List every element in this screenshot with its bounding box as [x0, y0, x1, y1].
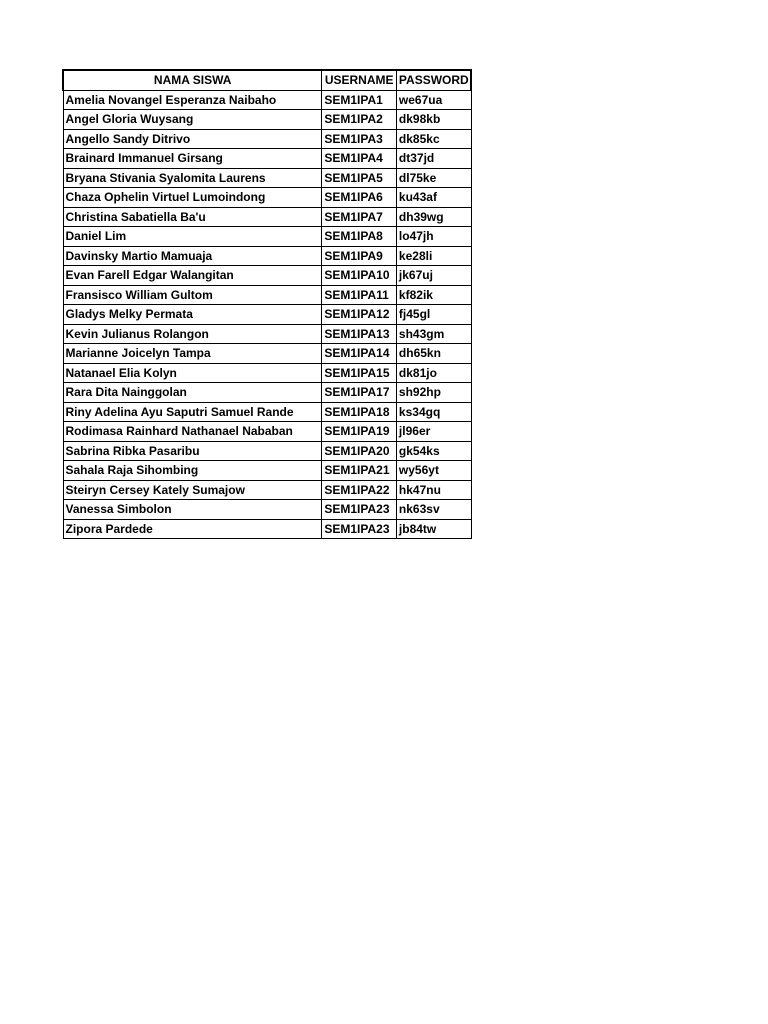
cell-student-name: Natanael Elia Kolyn: [63, 363, 322, 383]
cell-username: SEM1IPA3: [322, 129, 397, 149]
cell-username: SEM1IPA19: [322, 422, 397, 442]
cell-password: we67ua: [396, 90, 471, 110]
table-row: [63, 188, 471, 208]
cell-student-name: Brainard Immanuel Girsang: [63, 149, 322, 169]
table-row: [63, 461, 471, 481]
cell-student-name: Steiryn Cersey Kately Sumajow: [63, 480, 322, 500]
table-row: [63, 519, 471, 539]
cell-password: jl96er: [396, 422, 471, 442]
cell-student-name: Daniel Lim: [63, 227, 322, 247]
table-body: [63, 90, 471, 539]
cell-username: SEM1IPA21: [322, 461, 397, 481]
table-row: [63, 441, 471, 461]
cell-password: dh39wg: [396, 207, 471, 227]
cell-password: kf82ik: [396, 285, 471, 305]
cell-password: wy56yt: [396, 461, 471, 481]
cell-username: SEM1IPA15: [322, 363, 397, 383]
cell-username: SEM1IPA1: [322, 90, 397, 110]
cell-username: SEM1IPA18: [322, 402, 397, 422]
cell-password: dk81jo: [396, 363, 471, 383]
cell-student-name: Christina Sabatiella Ba'u: [63, 207, 322, 227]
table-header: [63, 70, 471, 90]
cell-username: SEM1IPA13: [322, 324, 397, 344]
cell-student-name: Gladys Melky Permata: [63, 305, 322, 325]
student-credentials-table: [62, 69, 472, 539]
cell-password: ke28li: [396, 246, 471, 266]
cell-password: ks34gq: [396, 402, 471, 422]
header-username: USERNAME: [322, 70, 397, 90]
table-row: [63, 227, 471, 247]
table-row: [63, 324, 471, 344]
cell-student-name: Evan Farell Edgar Walangitan: [63, 266, 322, 286]
cell-password: fj45gl: [396, 305, 471, 325]
table-row: [63, 110, 471, 130]
table-row: [63, 500, 471, 520]
cell-student-name: Vanessa Simbolon: [63, 500, 322, 520]
cell-username: SEM1IPA20: [322, 441, 397, 461]
cell-student-name: Bryana Stivania Syalomita Laurens: [63, 168, 322, 188]
cell-password: dl75ke: [396, 168, 471, 188]
table-row: [63, 90, 471, 110]
cell-username: SEM1IPA7: [322, 207, 397, 227]
cell-password: jb84tw: [396, 519, 471, 539]
cell-username: SEM1IPA5: [322, 168, 397, 188]
cell-password: dk85kc: [396, 129, 471, 149]
cell-password: dt37jd: [396, 149, 471, 169]
cell-student-name: Rodimasa Rainhard Nathanael Nababan: [63, 422, 322, 442]
table-row: [63, 285, 471, 305]
table-row: [63, 344, 471, 364]
cell-student-name: Sahala Raja Sihombing: [63, 461, 322, 481]
cell-student-name: Rara Dita Nainggolan: [63, 383, 322, 403]
cell-username: SEM1IPA2: [322, 110, 397, 130]
cell-password: dk98kb: [396, 110, 471, 130]
cell-password: jk67uj: [396, 266, 471, 286]
cell-username: SEM1IPA4: [322, 149, 397, 169]
cell-student-name: Angel Gloria Wuysang: [63, 110, 322, 130]
cell-student-name: Amelia Novangel Esperanza Naibaho: [63, 90, 322, 110]
header-row: [63, 70, 471, 90]
cell-username: SEM1IPA23: [322, 519, 397, 539]
table-row: [63, 129, 471, 149]
cell-student-name: Marianne Joicelyn Tampa: [63, 344, 322, 364]
table-row: [63, 246, 471, 266]
cell-username: SEM1IPA6: [322, 188, 397, 208]
cell-username: SEM1IPA10: [322, 266, 397, 286]
table-row: [63, 305, 471, 325]
cell-username: SEM1IPA17: [322, 383, 397, 403]
cell-student-name: Zipora Pardede: [63, 519, 322, 539]
cell-password: lo47jh: [396, 227, 471, 247]
cell-username: SEM1IPA9: [322, 246, 397, 266]
cell-password: sh92hp: [396, 383, 471, 403]
cell-password: ku43af: [396, 188, 471, 208]
table-row: [63, 402, 471, 422]
cell-student-name: Riny Adelina Ayu Saputri Samuel Rande: [63, 402, 322, 422]
table-row: [63, 207, 471, 227]
cell-username: SEM1IPA14: [322, 344, 397, 364]
cell-username: SEM1IPA23: [322, 500, 397, 520]
table-row: [63, 363, 471, 383]
cell-username: SEM1IPA8: [322, 227, 397, 247]
cell-username: SEM1IPA22: [322, 480, 397, 500]
cell-password: hk47nu: [396, 480, 471, 500]
cell-student-name: Chaza Ophelin Virtuel Lumoindong: [63, 188, 322, 208]
cell-student-name: Kevin Julianus Rolangon: [63, 324, 322, 344]
cell-password: dh65kn: [396, 344, 471, 364]
cell-student-name: Sabrina Ribka Pasaribu: [63, 441, 322, 461]
cell-student-name: Angello Sandy Ditrivo: [63, 129, 322, 149]
cell-password: gk54ks: [396, 441, 471, 461]
cell-username: SEM1IPA11: [322, 285, 397, 305]
cell-username: SEM1IPA12: [322, 305, 397, 325]
cell-password: sh43gm: [396, 324, 471, 344]
table-row: [63, 149, 471, 169]
table-row: [63, 168, 471, 188]
cell-student-name: Davinsky Martio Mamuaja: [63, 246, 322, 266]
cell-password: nk63sv: [396, 500, 471, 520]
header-nama-siswa: NAMA SISWA: [63, 70, 322, 90]
cell-student-name: Fransisco William Gultom: [63, 285, 322, 305]
table-row: [63, 480, 471, 500]
header-password: PASSWORD: [396, 70, 471, 90]
table-row: [63, 383, 471, 403]
table-row: [63, 266, 471, 286]
table-row: [63, 422, 471, 442]
